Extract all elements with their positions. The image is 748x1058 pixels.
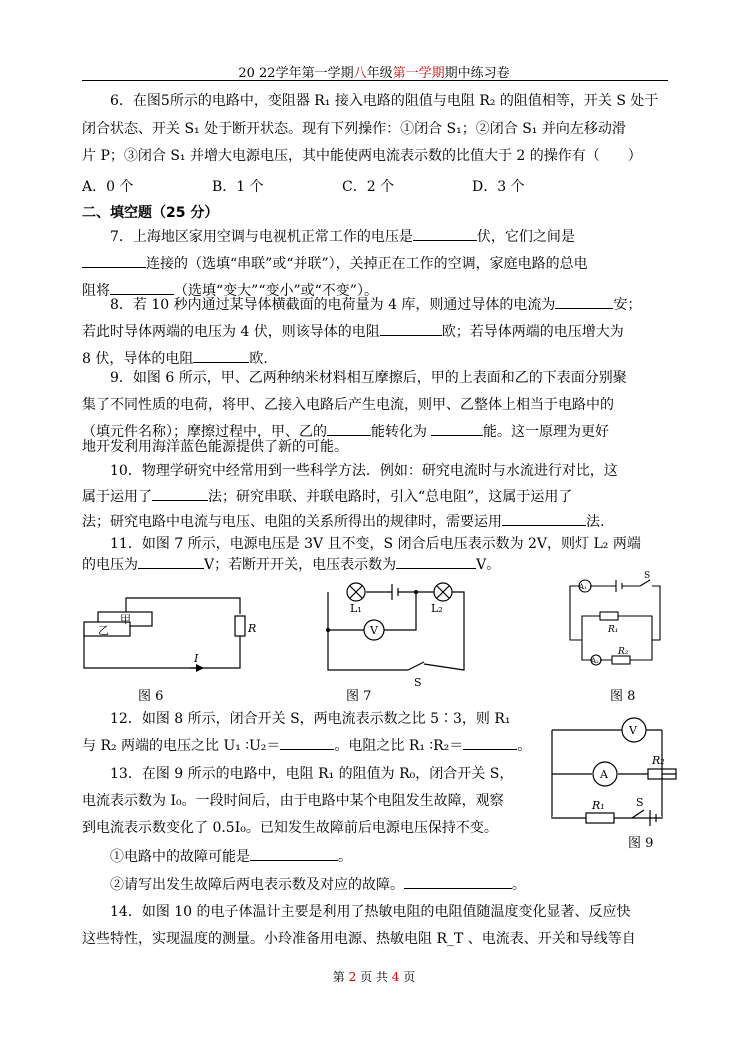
q9-line4: 地开发利用海洋蓝色能源提供了新的可能。 [82, 439, 348, 455]
q10-text: 法. [586, 514, 605, 530]
figure-6 [72, 588, 257, 678]
fig7-label-l2: L₂ [431, 602, 443, 615]
q13-text: ①电路中的故障可能是 [110, 849, 250, 865]
q8-line2 [82, 319, 668, 346]
fig7-wire-left [328, 592, 408, 670]
fig9-label-v: V [629, 724, 637, 737]
fig8-branch-r1 [582, 616, 652, 660]
q13-line1: 13．在图 9 所示的电路中，电阻 R₁ 的阻值为 R₀，闭合开关 S， [110, 766, 514, 782]
fig7-switch [408, 662, 424, 670]
q9-text: 能。这一原理为更好 [483, 424, 609, 440]
q8-blank-1[interactable] [555, 294, 613, 309]
q6-line3: 片 P；③闭合 S₁ 并增大电源电压，其中能使两电流表示数的比值大于 2 的操作有（ ） [82, 148, 642, 164]
q6-options [82, 174, 668, 201]
q6-option-d: D．3 个 [472, 179, 525, 195]
page-footer [0, 968, 748, 985]
fig9-label-s: S [636, 796, 644, 809]
figure-8 [560, 570, 670, 675]
fig7-node [414, 590, 418, 594]
fig9-label-a: A [600, 768, 608, 781]
q9-text: 能转化为 [371, 424, 427, 440]
q10-text: 属于运用了 [82, 489, 152, 505]
q14-line1: 14．如图 10 的电子体温计主要是利用了热敏电阻的电阻值随温度变化显著、反应快 [110, 904, 631, 920]
fig9-label-r2: R₂ [652, 754, 665, 767]
fig6-arrowhead [196, 664, 204, 672]
fig9-resistor-r1 [586, 813, 614, 823]
page-header [0, 62, 748, 81]
q11-blank-1[interactable] [138, 554, 204, 569]
q7-text: 阻将 [82, 283, 110, 299]
header-rule [82, 80, 668, 81]
header-text: 年级 [366, 66, 393, 81]
q7-blank-2[interactable] [82, 253, 146, 268]
q9-line1: 9．如图 6 所示，甲、乙两种纳米材料相互摩擦后，甲的上表面和乙的下表面分别聚 [110, 370, 627, 386]
fig6-label-i: I [194, 652, 199, 665]
q6-line2: 闭合状态、开关 S₁ 处于断开状态。现有下列操作：①闭合 S₁；②闭合 S₁ 并向左移动滑 [82, 121, 626, 137]
footer-text: 第 [332, 970, 345, 984]
fig9-caption: 图 9 [628, 836, 654, 851]
fig8-caption: 图 8 [610, 689, 636, 704]
q8-text: 欧；若导体两端的电压增大为 [441, 324, 624, 340]
q12-line1: 12．如图 8 所示，闭合开关 S，两电流表示数之比 5∶3，则 R₁ [110, 711, 511, 727]
footer-page-number: 2 [348, 970, 357, 984]
fig6-resistor [235, 616, 245, 636]
fig6-label-r: R [248, 622, 257, 635]
fig6-label-yi: 乙 [98, 624, 109, 637]
q13-text: ②请写出发生故障后两电表示数及对应的故障。 [110, 877, 404, 893]
fig7-label-s: S [414, 676, 422, 689]
q13-line2: 电流表示数为 I₀。一段时间后，由于电路中某个电阻发生故障，观察 [82, 793, 504, 809]
q12-blank-2[interactable] [463, 735, 517, 750]
q7-text: 伏，它们之间是 [476, 229, 575, 245]
header-text: 期中练习卷 [444, 66, 510, 81]
header-term: 第一学期 [392, 66, 445, 81]
figure-7 [318, 580, 488, 690]
fig8-label-a1: A₁ [579, 583, 587, 591]
fig7-lamp-l1-cross [350, 586, 362, 598]
fig7-label-v: V [370, 624, 378, 637]
q10-text: 法；研究电路中电流与电压、电阻的关系所得出的规律时，需要运用 [82, 514, 502, 530]
q10-line2 [82, 484, 668, 511]
q10-line1: 10．物理学研究中经常用到一些科学方法．例如：研究电流时与水流进行对比，这 [110, 463, 618, 479]
fig8-battery [616, 580, 622, 592]
q7-text: （选填“变大”“变小”或“不变”）。 [174, 283, 378, 299]
fig7-lamp-l2-cross [437, 586, 449, 598]
fig6-label-jia: 甲 [120, 613, 131, 626]
fig6-caption: 图 6 [138, 689, 164, 704]
q13-line4 [82, 844, 668, 871]
q8-text: 8 伏，导体的电阻 [82, 351, 194, 367]
q10-text: 法；研究串联、并联电路时，引入“总电阻”，这属于运用了 [208, 489, 573, 505]
q12-blank-1[interactable] [280, 735, 334, 750]
header-grade: 八 [353, 66, 367, 81]
footer-text: 页 共 [360, 970, 388, 984]
figure-9 [546, 712, 676, 830]
fig8-resistor-r2 [612, 656, 630, 664]
q8-blank-3[interactable] [193, 348, 249, 363]
section-title: 二、填空题（25 分） [82, 205, 219, 221]
q11-blank-2[interactable] [396, 554, 476, 569]
q13-text: 。 [512, 877, 526, 893]
q7-text: 连接的（选填“串联”或“并联”），关掉正在工作的空调，家庭电路的总电 [146, 256, 588, 272]
q8-blank-2[interactable] [380, 321, 442, 336]
q8-text: 若此时导体两端的电压为 4 伏，则该导体的电阻 [82, 324, 380, 340]
fig9-label-r1: R₁ [592, 799, 605, 812]
q6-option-c: C．2 个 [342, 179, 395, 195]
q11-line1: 11．如图 7 所示，电源电压是 3V 且不变，S 闭合后电压表示数为 2V，则灯 L₂ 两端 [110, 536, 641, 552]
fig8-wire-left [570, 586, 582, 640]
footer-total-pages: 4 [391, 970, 400, 984]
q6-option-b: B．1 个 [212, 179, 264, 195]
q12-line2 [82, 733, 548, 760]
q10-blank-1[interactable] [152, 486, 208, 501]
q9-text: （填元件名称）；摩擦过程中，甲、乙的 [82, 424, 327, 440]
q12-text: 与 R₂ 两端的电压之比 U₁ ∶U₂＝ [82, 738, 281, 754]
q11-text: V；若断开开关，电压表示数为 [204, 557, 397, 573]
q8-text: 欧. [249, 351, 268, 367]
q13-line3: 到电流表示数变化了 0.5I₀。已知发生故障前后电源电压保持不变。 [82, 820, 498, 836]
q7-line2 [82, 251, 668, 278]
q8-text: 8．若 10 秒内通过某导体横截面的电荷量为 4 库，则通过导体的电流为 [110, 297, 556, 313]
q13-blank-2[interactable] [404, 874, 512, 889]
q7-blank-1[interactable] [413, 226, 477, 241]
q13-blank-1[interactable] [250, 846, 338, 861]
header-text: 20 22学年第一学期 [238, 66, 354, 81]
q7-line1 [82, 224, 668, 251]
fig7-caption: 图 7 [346, 689, 372, 704]
q11-text: 的电压为 [82, 557, 138, 573]
fig8-label-r1: R₁ [608, 625, 619, 635]
q6-line1: 6．在图5所示的电路中，变阻器 R₁ 接入电路的阻值与电阻 R₂ 的阻值相等，开关 S 处于 [110, 93, 659, 109]
q13-line5 [82, 872, 668, 899]
fig7-battery [392, 584, 398, 600]
q6-option-a: A．0 个 [82, 179, 134, 195]
q8-line1b [82, 292, 668, 319]
q12-text: 。电阻之比 R₁ ∶R₂＝ [334, 738, 464, 754]
q9-line2: 集了不同性质的电荷，将甲、乙接入电路后产生电流，则甲、乙整体上相当于电路中的 [82, 397, 614, 413]
fig8-label-s: S [644, 571, 651, 581]
q8-text: 安； [613, 297, 642, 313]
q7-text: 7．上海地区家用空调与电视机正常工作的电压是 [110, 229, 413, 245]
fig7-label-l1: L₁ [350, 602, 362, 615]
fig8-label-a2: A₂ [591, 657, 599, 665]
fig8-label-r2: R₂ [618, 647, 629, 657]
fig7-wire-right [424, 592, 464, 670]
footer-text: 页 [403, 970, 416, 984]
fig8-resistor-r1 [600, 612, 618, 620]
fig7-node [326, 628, 330, 632]
q13-text: 。 [338, 849, 352, 865]
q14-line2: 这些特性，实现温度的测量。小玲准备用电源、热敏电阻 R_T 、电流表、开关和导线等自 [82, 931, 636, 947]
q10-blank-2[interactable] [502, 511, 586, 526]
q11-text: V。 [476, 557, 501, 573]
q12-text: 。 [517, 738, 532, 754]
